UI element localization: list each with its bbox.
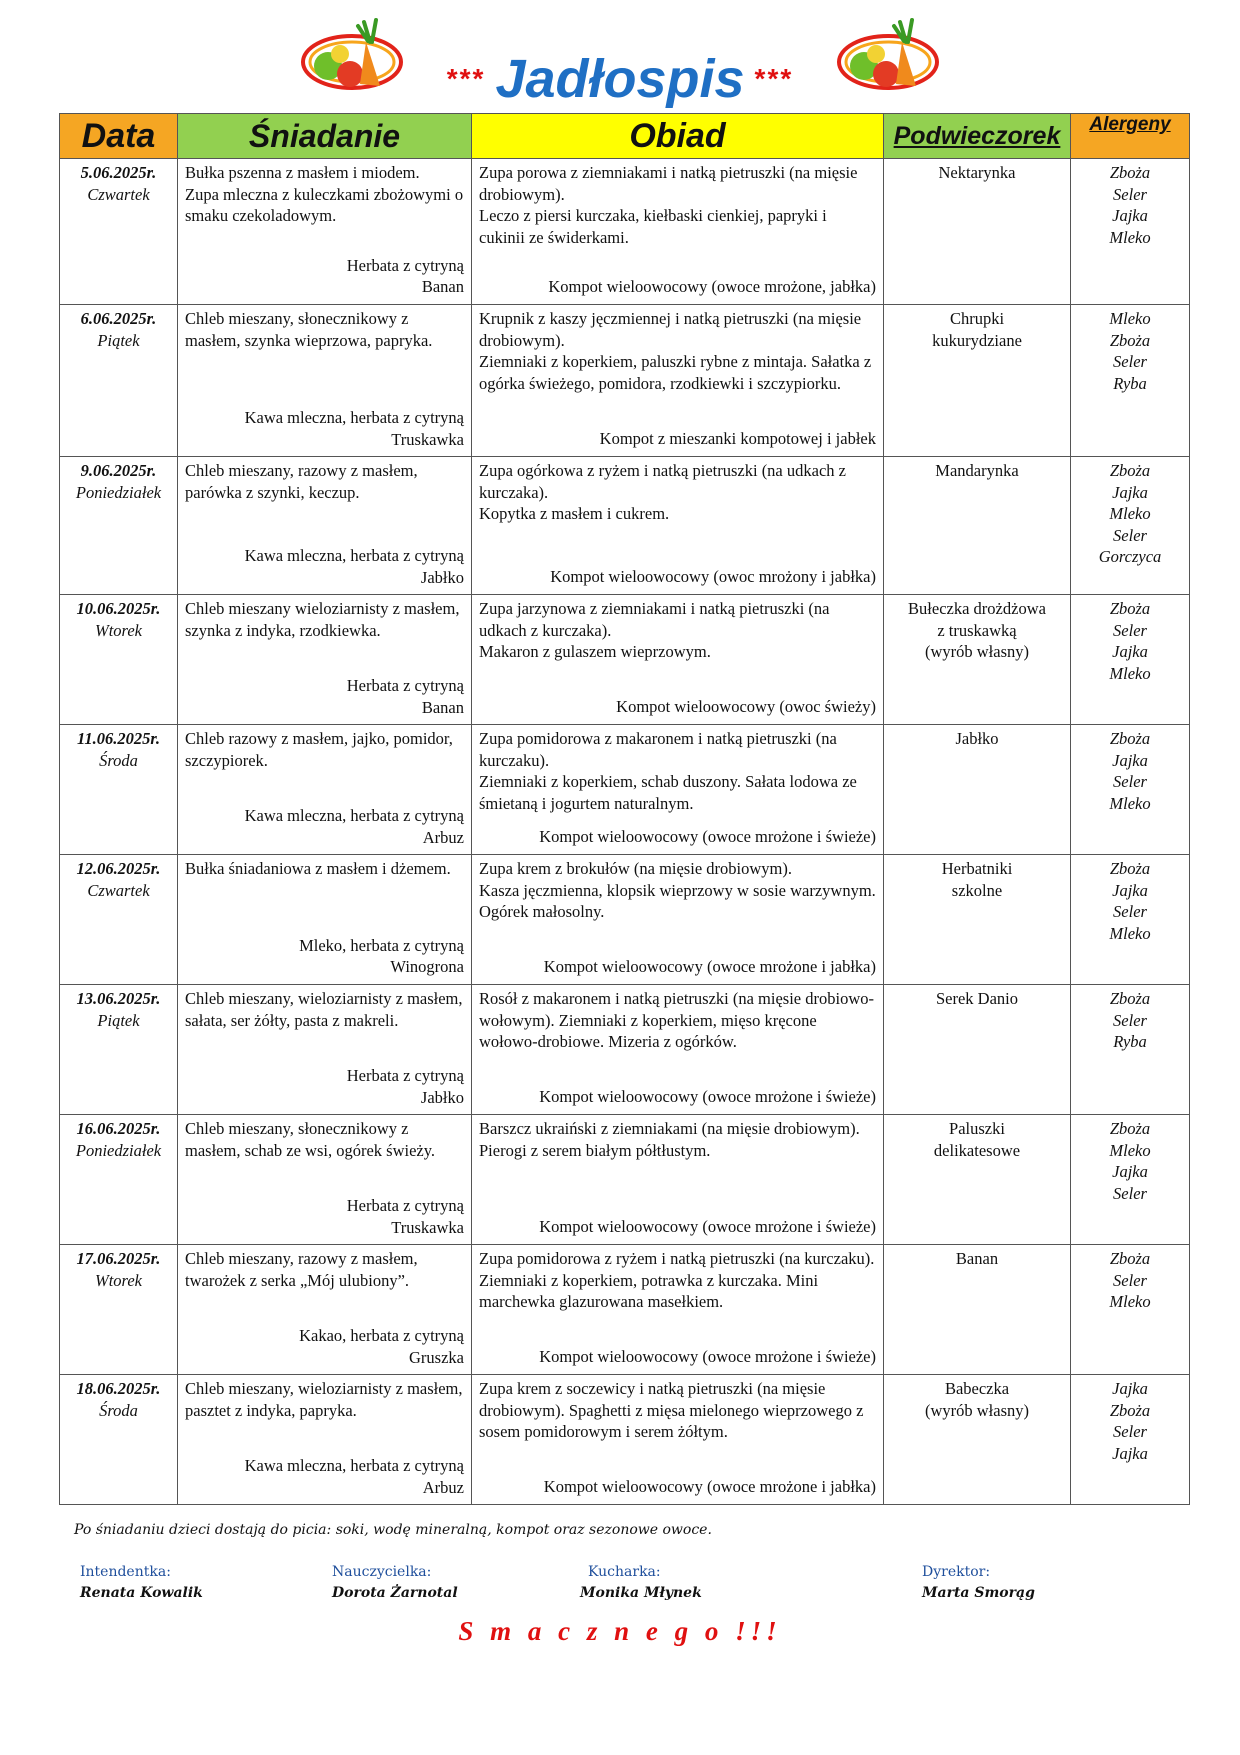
date-value: 18.06.2025r. [76,1379,161,1398]
allergens-cell: Zboża Mleko Jajka Seler [1071,1115,1190,1245]
lunch-cell [472,985,884,1115]
breakfast-drink: Kakao, herbata z cytryną Gruszka [299,1326,464,1367]
date-cell [60,1115,178,1245]
date-value: 16.06.2025r. [76,1119,161,1138]
menu-row [60,985,1190,1115]
allergens-cell: Zboża Jajka Mleko Seler Gorczyca [1071,457,1190,595]
breakfast-drink: Mleko, herbata z cytryną Winogrona [299,935,464,976]
date-value: 17.06.2025r. [76,1249,161,1268]
lunch-cell [472,305,884,457]
snack-text: Chrupki kukurydziane [932,309,1022,350]
breakfast-text: Chleb mieszany, wieloziarnisty z masłem, pasztet z indyka, papryka. [185,1379,463,1420]
date-cell [60,985,178,1115]
day-name: Wtorek [94,1270,143,1290]
breakfast-drink: Kawa mleczna, herbata z cytryną Arbuz [244,1456,464,1497]
breakfast-cell [178,159,472,305]
breakfast-text: Chleb mieszany wieloziarnisty z masłem, szynka z indyka, rzodkiewka. [185,599,460,640]
signature-name: Marta Smorąg [922,1585,1035,1601]
signature-role: Intendentka: [80,1564,171,1580]
lunch-compote: Kompot z mieszanki kompotowej i jabłek [599,429,876,448]
footer-note: Po śniadaniu dzieci dostają do picia: soki, wodę mineralną, kompot oraz sezonowe owoce. [74,1522,712,1538]
lunch-text: Zupa krem z soczewicy i natką pietruszki (na mięsie drobiowym). Spaghetti z mięsa mielonego wieprzowego z sosem pomidorowym i serem żółtym. [479,1379,864,1441]
lunch-compote: Kompot wieloowocowy (owoce mrożone i jabłka) [543,956,876,976]
day-name: Wtorek [94,620,143,640]
day-name: Czwartek [87,184,150,204]
date-value: 12.06.2025r. [76,859,161,878]
header-lunch: Obiad [472,114,884,159]
lunch-cell [472,595,884,725]
allergens-cell: Zboża Seler Jajka Mleko [1071,159,1190,305]
day-name: Środa [99,750,138,770]
snack-text: Nektarynka [938,163,1016,182]
breakfast-cell [178,1115,472,1245]
header-allergens: Alergeny [1071,114,1190,159]
allergens-cell: Zboża Seler Ryba [1071,985,1190,1115]
menu-row [60,725,1190,855]
breakfast-text: Chleb mieszany, razowy z masłem, twarożek z serka „Mój ulubiony”. [185,1249,418,1290]
day-name: Poniedziałek [75,1140,162,1160]
allergens-cell: Zboża Seler Mleko [1071,1245,1190,1375]
lunch-text: Rosół z makaronem i natką pietruszki (na mięsie drobiowo-wołowym). Ziemniaki z koperkiem, mięso kręcone wołowo-drobiowe. Mizeria z ogórków. [479,989,874,1051]
breakfast-drink: Herbata z cytryną Jabłko [346,1066,464,1107]
snack-text: Paluszki delikatesowe [933,1119,1021,1160]
breakfast-drink: Kawa mleczna, herbata z cytryną Truskawka [244,408,464,449]
snack-text: Herbatniki szkolne [941,859,1013,900]
lunch-text: Zupa pomidorowa z makaronem i natką pietruszki (na kurczaku). Ziemniaki z koperkiem, schab duszony. Sałata lodowa ze śmietaną i jogurtem naturalnym. [479,729,857,813]
date-cell [60,855,178,985]
signature-cook [580,1562,702,1604]
lunch-compote: Kompot wieloowocowy (owoce mrożone i świeże) [539,1086,876,1106]
lunch-text: Barszcz ukraiński z ziemniakami (na mięsie drobiowym). Pierogi z serem białym półtłustym. [479,1119,860,1160]
header-row [60,114,1190,159]
date-cell [60,1245,178,1375]
signature-name: Dorota Żarnotal [332,1585,458,1601]
snack-text: Banan [955,1249,999,1268]
menu-row [60,305,1190,457]
snack-cell [884,855,1071,985]
signature-role: Kucharka: [588,1564,661,1580]
allergens-cell: Mleko Zboża Seler Ryba [1071,305,1190,457]
snack-cell [884,725,1071,855]
lunch-cell [472,1115,884,1245]
title-stars-left: *** [446,63,486,94]
breakfast-drink: Kawa mleczna, herbata z cytryną Jabłko [244,546,464,587]
breakfast-text: Bułka śniadaniowa z masłem i dżemem. [185,859,451,878]
breakfast-cell [178,595,472,725]
signature-teacher [332,1562,458,1604]
breakfast-drink: Kawa mleczna, herbata z cytryną Arbuz [244,806,464,847]
snack-cell [884,985,1071,1115]
lunch-compote: Kompot wieloowocowy (owoce mrożone i świeże) [539,1217,876,1236]
lunch-compote: Kompot wieloowocowy (owoc mrożony i jabłka) [550,566,876,586]
lunch-compote: Kompot wieloowocowy (owoce mrożone i świeże) [539,1346,876,1366]
title-stars-right: *** [754,63,794,94]
lunch-text: Zupa porowa z ziemniakami i natką pietruszki (na mięsie drobiowym). Leczo z piersi kurczaka, kiełbaski cienkiej, papryki i cukinii ze świderkami. [479,163,858,247]
lunch-cell [472,855,884,985]
date-value: 10.06.2025r. [76,599,161,618]
snack-cell [884,595,1071,725]
day-name: Poniedziałek [75,482,162,502]
breakfast-cell [178,457,472,595]
allergens-cell: Zboża Seler Jajka Mleko [1071,595,1190,725]
date-value: 11.06.2025r. [77,729,160,748]
breakfast-cell [178,725,472,855]
date-value: 13.06.2025r. [76,989,161,1008]
lunch-cell [472,457,884,595]
date-cell [60,725,178,855]
breakfast-cell [178,985,472,1115]
breakfast-text: Chleb mieszany, słonecznikowy z masłem, schab ze wsi, ogórek świeży. [185,1119,436,1160]
signature-name: Renata Kowalik [80,1585,203,1601]
date-value: 5.06.2025r. [80,163,157,182]
day-name: Piątek [97,330,140,350]
menu-row [60,159,1190,305]
breakfast-text: Chleb mieszany, słonecznikowy z masłem, szynka wieprzowa, papryka. [185,309,433,350]
menu-row [60,1375,1190,1505]
snack-text: Babeczka (wyrób własny) [924,1379,1030,1420]
snack-text: Mandarynka [935,461,1019,480]
breakfast-cell [178,1375,472,1505]
breakfast-text: Chleb razowy z masłem, jajko, pomidor, szczypiorek. [185,729,453,770]
header-snack: Podwieczorek [884,114,1071,159]
menu-row [60,457,1190,595]
lunch-cell [472,159,884,305]
menu-table [59,113,1190,1505]
menu-row [60,1245,1190,1375]
closing-text: S m a c z n e g o !!! [458,1616,782,1646]
lunch-cell [472,1375,884,1505]
lunch-compote: Kompot wieloowocowy (owoce mrożone i świeże) [539,827,876,846]
signature-intendant [80,1562,203,1604]
day-name: Czwartek [87,880,150,900]
breakfast-drink: Herbata z cytryną Truskawka [346,1196,464,1237]
lunch-cell [472,725,884,855]
allergens-cell: Jajka Zboża Seler Jajka [1071,1375,1190,1505]
date-cell [60,159,178,305]
date-value: 6.06.2025r. [80,309,157,328]
signature-name: Monika Młynek [580,1585,702,1601]
lunch-text: Zupa krem z brokułów (na mięsie drobiowym). Kasza jęczmienna, klopsik wieprzowy w sosie warzywnym. Ogórek małosolny. [479,859,876,921]
breakfast-cell [178,305,472,457]
day-name: Piątek [97,1010,140,1030]
breakfast-drink: Herbata z cytryną Banan [346,676,464,717]
snack-cell [884,1115,1071,1245]
header-date: Data [60,114,178,159]
date-cell [60,1375,178,1505]
lunch-compote: Kompot wieloowocowy (owoce mrożone, jabłka) [548,277,876,296]
day-name: Środa [99,1400,138,1420]
snack-cell [884,159,1071,305]
menu-row [60,595,1190,725]
signature-director [922,1562,1035,1604]
snack-cell [884,1245,1071,1375]
snack-text: Serek Danio [935,989,1019,1008]
breakfast-text: Chleb mieszany, razowy z masłem, parówka z szynki, keczup. [185,461,418,502]
breakfast-text: Bułka pszenna z masłem i miodem. Zupa mleczna z kuleczkami zbożowymi o smaku czekoladowym. [185,163,464,225]
breakfast-cell [178,855,472,985]
signature-role: Dyrektor: [922,1564,991,1580]
lunch-text: Krupnik z kaszy jęczmiennej i natką pietruszki (na mięsie drobiowym). Ziemniaki z koperkiem, paluszki rybne z mintaja. Sałatka z ogórka świeżego, pomidora, rzodkiewki i szczypiorku. [479,309,872,393]
date-value: 9.06.2025r. [80,461,157,480]
allergens-cell: Zboża Jajka Seler Mleko [1071,725,1190,855]
signature-role: Nauczycielka: [332,1564,432,1580]
lunch-text: Zupa ogórkowa z ryżem i natką pietruszki (na udkach z kurczaka). Kopytka z masłem i cukrem. [479,461,846,523]
page-header [0,0,1240,112]
lunch-text: Zupa pomidorowa z ryżem i natką pietruszki (na kurczaku). Ziemniaki z koperkiem, potrawka z kurczaka. Mini marchewka glazurowana masełkiem. [479,1249,875,1311]
lunch-text: Zupa jarzynowa z ziemniakami i natką pietruszki (na udkach z kurczaka). Makaron z gulaszem wieprzowym. [479,599,830,661]
date-cell [60,305,178,457]
date-cell [60,595,178,725]
snack-cell [884,457,1071,595]
header-breakfast: Śniadanie [178,114,472,159]
menu-row [60,855,1190,985]
allergens-cell: Zboża Jajka Seler Mleko [1071,855,1190,985]
breakfast-text: Chleb mieszany, wieloziarnisty z masłem, sałata, ser żółty, pasta z makreli. [185,989,463,1030]
breakfast-drink: Herbata z cytryną Banan [346,255,464,296]
lunch-cell [472,1245,884,1375]
page-title [0,48,1240,110]
lunch-compote: Kompot wieloowocowy (owoc świeży) [616,696,876,716]
date-cell [60,457,178,595]
snack-cell [884,305,1071,457]
snack-text: Bułeczka drożdżowa z truskawką (wyrób własny) [908,599,1046,661]
title-text: Jadłospis [495,49,745,109]
lunch-compote: Kompot wieloowocowy (owoce mrożone i jabłka) [543,1476,876,1496]
menu-row [60,1115,1190,1245]
snack-text: Jabłko [955,729,999,748]
breakfast-cell [178,1245,472,1375]
snack-cell [884,1375,1071,1505]
